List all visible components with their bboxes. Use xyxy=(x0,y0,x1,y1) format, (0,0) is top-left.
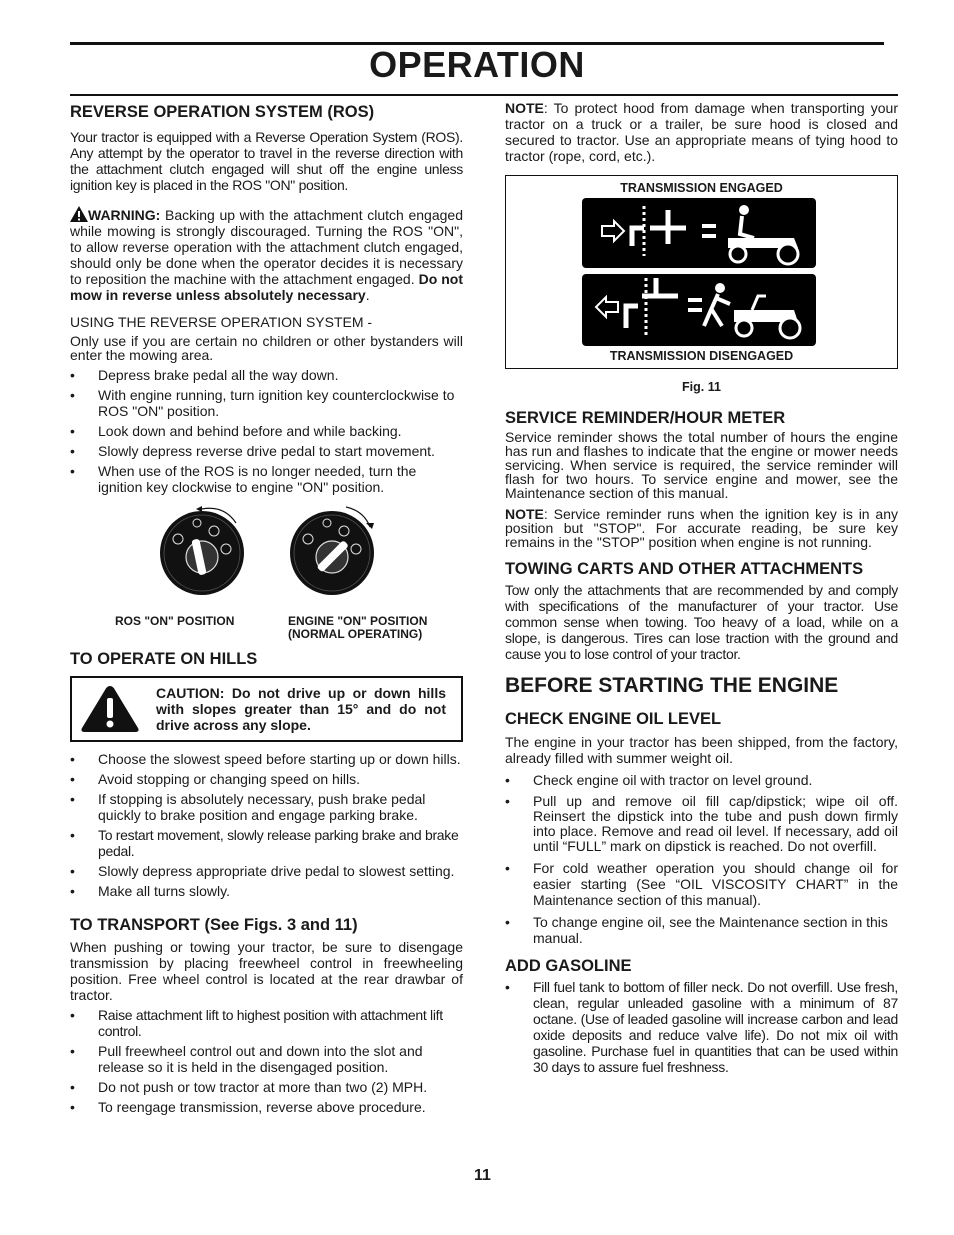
caution-icon xyxy=(80,684,140,734)
list-item: • Do not push or tow tractor at more than two (2) MPH. xyxy=(70,1079,463,1095)
list-item: • Choose the slowest speed before starting up or down hills. xyxy=(70,751,463,767)
warning-label: WARNING: xyxy=(88,207,161,223)
list-item: • When use of the ROS is no longer needed, turn the ignition key clockwise to engine "ON" position. xyxy=(70,463,463,495)
hills-list xyxy=(70,751,463,899)
using-text: Only use if you are certain no children or other bystanders will enter the mowing area. xyxy=(70,333,463,363)
warning-icon xyxy=(70,206,88,222)
using-heading: USING THE REVERSE OPERATION SYSTEM - xyxy=(70,314,373,330)
engine-on-label-1: ENGINE "ON" POSITION xyxy=(288,614,428,628)
before-starting-heading: BEFORE STARTING THE ENGINE xyxy=(505,674,839,697)
engine-on-label-2: (NORMAL OPERATING) xyxy=(288,627,423,641)
right-column xyxy=(505,100,898,1079)
ignition-figure xyxy=(70,501,463,641)
caution-box xyxy=(70,676,463,742)
hills-heading: TO OPERATE ON HILLS xyxy=(70,650,258,668)
ros-intro: Your tractor is equipped with a Reverse Operation System (ROS). Any attempt by the operator to travel in the reverse direction with the attachment clutch engaged will shut off the engine unless ignition key is placed in the ROS "ON" position. xyxy=(70,129,463,193)
ros-warning xyxy=(70,206,463,303)
list-item: • Depress brake pedal all the way down. xyxy=(70,367,463,383)
page-number: 11 xyxy=(474,1167,491,1184)
service-note xyxy=(505,507,898,549)
list-item: • For cold weather operation you should change oil for easier starting (See “OIL VISCOSITY CHART” in the Maintenance section of this manual). xyxy=(505,860,898,908)
list-item: • Look down and behind before and while backing. xyxy=(70,423,463,439)
ros-on-label: ROS "ON" POSITION xyxy=(115,614,235,628)
caution-text: CAUTION: Do not drive up or down hills with slopes greater than 15° and do not drive across any slope. xyxy=(156,685,446,733)
list-item: • If stopping is absolutely necessary, push brake pedal quickly to brake position and engage parking brake. xyxy=(70,791,463,823)
towing-text: Tow only the attachments that are recommended by and comply with specifications of the manufacturer of your tractor. Use common sense when towing. Too heavy of a load, while on a slope, is dangerous. Tires can lose traction with the ground and cause you to lose control of your tractor. xyxy=(505,582,898,662)
note-hood xyxy=(505,100,898,164)
ros-heading: REVERSE OPERATION SYSTEM (ROS) xyxy=(70,103,375,121)
page-title: OPERATION xyxy=(369,44,585,85)
header-rule-bottom xyxy=(70,94,898,96)
service-note-label: NOTE xyxy=(505,506,544,522)
list-item: • Pull up and remove oil fill cap/dipstick; wipe oil off. Reinsert the dipstick into the tube and push down firmly into place. Remove and read oil level. If necessary, add oil until “FULL” mark on dipstick is reached. Do not overfill. xyxy=(505,794,898,854)
transmission-disengaged-label: TRANSMISSION DISENGAGED xyxy=(609,349,794,363)
warning-end: . xyxy=(365,287,370,303)
disengaged-panel xyxy=(582,274,816,346)
list-item: • To reengage transmission, reverse above procedure. xyxy=(70,1099,463,1115)
list-item: • Slowly depress appropriate drive pedal to slowest setting. xyxy=(70,863,463,879)
transmission-engaged-label: TRANSMISSION ENGAGED xyxy=(620,181,783,195)
left-column xyxy=(70,100,463,1119)
towing-heading: TOWING CARTS AND OTHER ATTACHMENTS xyxy=(505,560,864,578)
service-heading: SERVICE REMINDER/HOUR METER xyxy=(505,409,786,427)
gas-heading: ADD GASOLINE xyxy=(505,957,632,975)
note-label: NOTE xyxy=(505,100,544,116)
list-item: • Fill fuel tank to bottom of filler neck. Do not overfill. Use fresh, clean, regular unleaded gasoline with a minimum of 87 octane. (Use of leaded gasoline will increase carbon and lead oxide deposits and reduce valve life). Do not mix oil with gasoline. Purchase fuel in quantities that can be used within 30 days to assure fuel freshness. xyxy=(505,979,898,1075)
list-item: • Avoid stopping or changing speed on hills. xyxy=(70,771,463,787)
service-note-text: : Service reminder runs when the ignition key is in any position but "STOP". For accurate reading, be sure key remains in the "STOP" position when engine is not running. xyxy=(505,506,898,550)
oil-list xyxy=(505,772,898,946)
transport-text: When pushing or towing your tractor, be sure to disengage transmission by placing freewheel control in freewheeling position. Free wheel control is located at the rear drawbar of tractor. xyxy=(70,939,463,1003)
list-item: • To change engine oil, see the Maintenance section in this manual. xyxy=(505,914,898,946)
engaged-panel xyxy=(582,198,816,268)
oil-text: The engine in your tractor has been shipped, from the factory, already filled with summer weight oil. xyxy=(505,734,898,766)
list-item: • With engine running, turn ignition key counterclockwise to ROS "ON" position. xyxy=(70,387,463,419)
transmission-disengaged-icon xyxy=(582,274,816,346)
service-text: Service reminder shows the total number of hours the engine has run and flashes to indicate that the engine or mower needs servicing. When service is required, the service reminder will flash for two hours. To service engine and mower, see the Maintenance section of this manual. xyxy=(505,429,898,501)
warning-text: Backing up with the attachment clutch engaged while mowing is strongly discouraged. Turning the ROS "ON", to allow reverse operation with the attachment clutch engaged, should only be done when the operator decides it is necessary to reposition the machine with the attachment engaged. xyxy=(70,207,463,287)
ignition-switch-ros-icon xyxy=(156,501,248,597)
list-item: • Check engine oil with tractor on level ground. xyxy=(505,772,898,788)
list-item: • To restart movement, slowly release parking brake and brake pedal. xyxy=(70,827,463,859)
list-item: • Slowly depress reverse drive pedal to start movement. xyxy=(70,443,463,459)
list-item: • Pull freewheel control out and down into the slot and release so it is held in the disengaged position. xyxy=(70,1043,463,1075)
list-item: • Make all turns slowly. xyxy=(70,883,463,899)
ros-steps xyxy=(70,367,463,495)
transmission-engaged-icon xyxy=(582,198,816,268)
fig-11-caption: Fig. 11 xyxy=(682,380,721,394)
transport-heading: TO TRANSPORT (See Figs. 3 and 11) xyxy=(70,916,358,934)
warning-bold: Do not mow in reverse unless absolutely necessary xyxy=(70,271,463,303)
transport-list xyxy=(70,1007,463,1115)
oil-heading: CHECK ENGINE OIL LEVEL xyxy=(505,710,722,728)
gas-list xyxy=(505,979,898,1075)
note-text: : To protect hood from damage when transporting your tractor on a truck or a trailer, be sure hood is closed and secured to tractor. Use an appropriate means of tying hood to tractor (rope, cord, etc.). xyxy=(505,100,898,164)
list-item: • Raise attachment lift to highest position with attachment lift control. xyxy=(70,1007,463,1039)
transmission-figure xyxy=(505,175,898,369)
ignition-switch-engine-on-icon xyxy=(286,501,378,597)
